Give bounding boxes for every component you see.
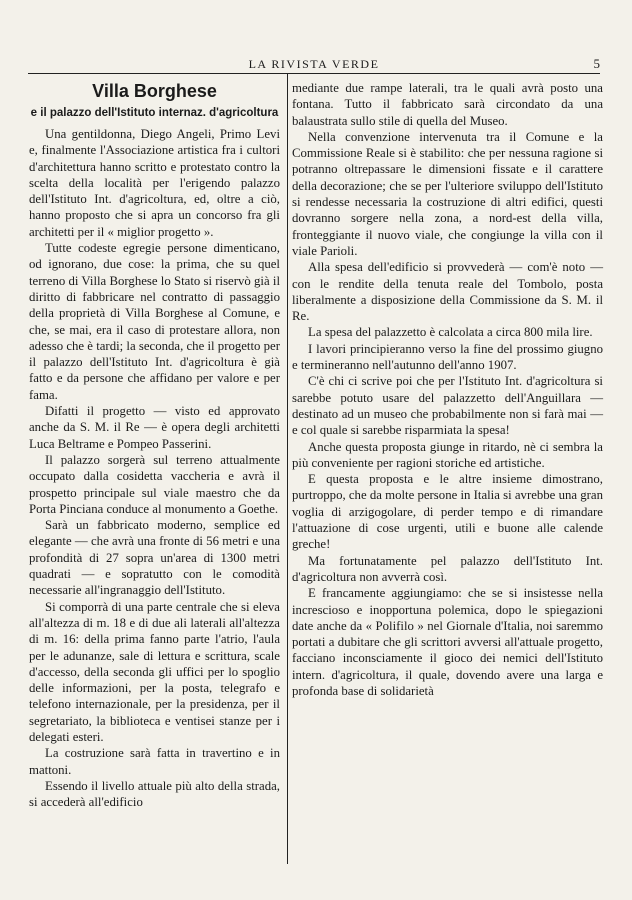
column-divider	[287, 74, 288, 864]
header-rule	[28, 73, 600, 74]
paragraph: Una gentildonna, Diego Angeli, Primo Levi e, finalmente l'Associazione artistica fra i cultori d'architettura hanno scritto e protestato contro la scelta della località per l'erigendo palazzo dell'Istituto Int. d'agricoltura, ed, oltre a ciò, hanno proposto che si apra un concorso fra gli architetti per il « miglior progetto ».	[29, 127, 280, 239]
paragraph: E questa proposta e le altre insieme dimostrano, purtroppo, che da molte persone in Italia si avrebbe una gran voglia di arzigogolare, di perder tempo e di rimandare l'attuazione di cose urgenti, utili e buone alle calende greche!	[292, 472, 603, 552]
paragraph: E francamente aggiungiamo: che se si insistesse nella increscioso e inopportuna polemica, dopo le spiegazioni date anche da « Polifilo » nel Giornale d'Italia, noi saremmo portati a dubitare che gli scrittori avversi all'attuale progetto, facciano inconsciamente il gioco dei nemici dell'Istituto intern. d'agricoltura, il quale, dovendo avere una larga e profonda base di solidarietà	[292, 586, 603, 698]
right-column	[292, 80, 603, 699]
paragraph: Il palazzo sorgerà sul terreno attualmente occupato dalla cosidetta vaccheria e avrà il prospetto principale sul viale maestro che da Porta Pinciana conduce al monumento a Goethe.	[29, 452, 280, 516]
paragraph: Anche questa proposta giunge in ritardo, nè ci sembra la più conveniente per ragioni storiche ed artistiche.	[292, 439, 603, 470]
paragraph: La spesa del palazzetto è calcolata a circa 800 mila lire.	[308, 325, 593, 340]
paragraph: Sarà un fabbricato moderno, semplice ed elegante — che avrà una fronte di 56 metri e una profondità di 27 sopra un'area di 1300 metri quadrati — e sopratutto con le comodità necessarie all'ingranaggio dell'Istituto.	[29, 518, 280, 598]
paragraph: C'è chi ci scrive poi che per l'Istituto Int. d'agricoltura si sarebbe potuto usare del palazzetto dell'Anguillara — destinato ad un museo che probabilmente non si farà mai — e col quale si sarebbe risparmiata la spesa!	[292, 374, 603, 438]
paragraph: La costruzione sarà fatta in travertino e in mattoni.	[29, 746, 280, 777]
paragraph: Si comporrà di una parte centrale che si eleva all'altezza di m. 18 e di due ali laterali all'altezza di m. 16: della prima fanno parte l'atrio, l'aula per le adunanze, sale di lettura e scrittura, scale d'accesso, della seconda gli uffici per lo spoglio delle informazioni, per la posta, telegrafo e telefono internazionale, per la presidenza, per il segretariato, la biblioteca e ventisei stanze per i delegati esteri.	[29, 599, 280, 744]
paragraph: mediante due rampe laterali, tra le quali avrà posto una fontana. Tutto il fabbricato sarà circondato da una balaustrata sullo stile di quella del Museo.	[292, 81, 603, 128]
paragraph: Difatti il progetto — visto ed approvato anche da S. M. il Re — è opera degli architetti Luca Beltrame e Pompeo Passerini.	[29, 404, 280, 451]
paragraph: Alla spesa dell'edificio si provvederà — com'è noto — con le rendite della tenuta reale del Tombolo, posta liberalmente a disposizione della Commissione da S. M. il Re.	[292, 260, 603, 324]
left-column	[29, 80, 280, 810]
page-number: 5	[593, 56, 600, 71]
article-title: Villa Borghese	[92, 81, 217, 101]
paragraph: Essendo il livello attuale più alto della strada, si accederà all'edificio	[29, 778, 280, 810]
article-subtitle: e il palazzo dell'Istituto internaz. d'agricoltura	[30, 107, 279, 119]
paragraph: Ma fortunatamente pel palazzo dell'Istituto Int. d'agricoltura non avverrà così.	[292, 553, 603, 584]
running-title: LA RIVISTA VERDE	[248, 57, 380, 71]
page-header	[28, 56, 600, 74]
paragraph: Nella convenzione intervenuta tra il Comune e la Commissione Reale si è stabilito: che per nessuna ragione si potranno oltrepassare le dimensioni fissate e il carattere della decorazione; che se per l'ulteriore sviluppo dell'Istituto si rendesse necessaria la costruzione di altri edifici, questi dovranno sorgere nella zona, a nord-est della villa, fronteggiante il nuovo viale, che congiunge la villa con il viale Parioli.	[292, 129, 603, 258]
paragraph: Tutte codeste egregie persone dimenticano, od ignorano, due cose: la prima, che su quel terreno di Villa Borghese lo Stato si riservò già il diritto di fabbricare nel contratto di passaggio della proprietà di Villa Borghese al Comune, e che, se mai, era il caso di protestare allora, non adesso che è tardi; la seconda, che il progetto per il palazzo dell'Istituto Int. d'agricoltura è già fatto e da persone che affidano per valore e per fama.	[29, 241, 280, 402]
paragraph: I lavori principieranno verso la fine del prossimo giugno e termineranno nell'autunno dell'anno 1907.	[292, 341, 603, 373]
